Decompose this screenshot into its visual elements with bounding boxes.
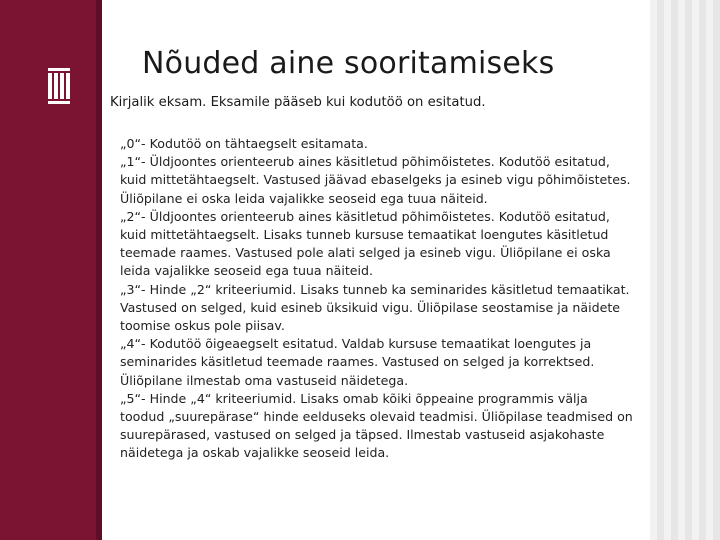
grade-criterion-5: „5“- Hinde „4“ kriteeriumid. Lisaks omab kõiki õppeaine programmis välja toodud „suurepärase“ hinde eelduseks olevaid teadmisi. Üliõpilase teadmised on suurepärased, vastused on selged ja täpsed. Ilmestab vastuseid asjakohaste näidetega ja oskab vajalikke seoseid leida. xyxy=(120,390,633,461)
grade-criterion-4: „4“- Kodutöö õigeaegselt esitatud. Valdab kursuse temaatikat loengutes ja seminarides käsitletud teemade raames. Vastused on selged ja korrektsed. Üliõpilane ilmestab oma vastuseid näidetega. xyxy=(120,336,595,388)
grade-criterion-3: „3“- Hinde „2“ kriteeriumid. Lisaks tunneb ka seminarides käsitletud temaatikat. Vastused on selged, kuid esineb üksikuid vigu. Üliõpilase seostamise ja näidete toomise oskus pole piisav. xyxy=(120,281,630,334)
university-building-icon xyxy=(48,68,70,104)
grade-criterion-2: „2“- Üldjoontes orienteerub aines käsitletud põhimõistetes. Kodutöö esitatud, kuid mittetähtaegselt. Lisaks tunneb kursuse temaatikat loengutes käsitletud teemade raames. Vastused pole alati selged ja esineb vigu. Üliõpilane ei oska leida vajalikke seoseid ega tuua näiteid. xyxy=(120,208,611,279)
grade-criterion-0: „0“- Kodutöö on tähtaegselt esitamata. xyxy=(120,136,368,151)
slide-title: Nõuded aine sooritamiseks xyxy=(142,46,555,81)
slide-subtitle: Kirjalik eksam. Eksamile pääseb kui kodutöö on esitatud. xyxy=(110,95,486,110)
grade-criterion-1: „1“- Üldjoontes orienteerub aines käsitletud põhimõistetes. Kodutöö esitatud, kuid mittetähtaegselt. Vastused jäävad ebaselgeks ja esineb vigu põhimõistetes. Üliõpilane ei oska leida vajalikke seoseid ega tuua näiteid. xyxy=(120,154,631,206)
slide-content xyxy=(102,0,650,540)
right-stripe-decoration xyxy=(650,0,720,540)
grade-criteria-list xyxy=(120,135,635,463)
